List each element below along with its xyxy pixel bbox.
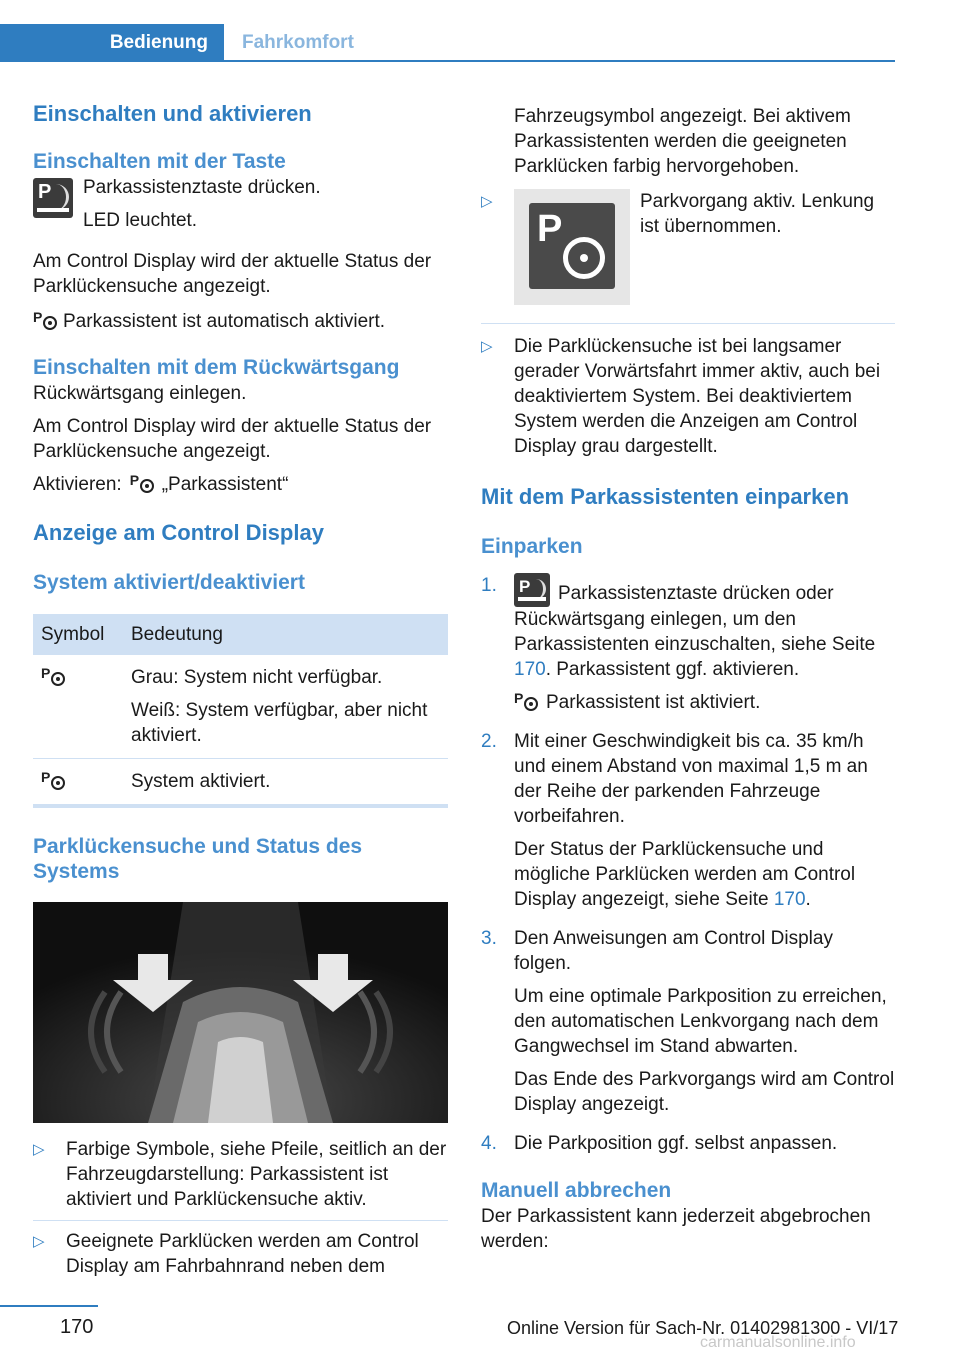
symbol-table: [33, 614, 448, 808]
list-item: [481, 919, 895, 1124]
heading-manuell: Manuell abbrechen: [481, 1179, 672, 1202]
taste-block: [33, 175, 448, 233]
list-item: [481, 566, 895, 722]
heading-einparken: Einparken: [481, 535, 583, 558]
park-assist-button-icon: P: [514, 573, 550, 607]
park-assist-active-icon: P: [514, 692, 540, 714]
auto-text: Parkassistent ist automatisch aktiviert.: [63, 311, 386, 332]
heading-mit-parkassistent: Mit dem Parkassistenten einparken: [481, 484, 850, 509]
rueck-step-2: Am Control Display wird der aktuelle Status der Parklückensuche angezeigt.: [33, 416, 432, 462]
bullet-icon: ▷: [481, 338, 493, 355]
row1-weiss: Weiß: System verfügbar, aber nicht aktiviert.: [131, 700, 428, 746]
car-parking-illustration: [33, 902, 448, 1123]
rueck-step-1: Rückwärtsgang einlegen.: [33, 383, 247, 404]
bullet-list: [33, 1129, 448, 1287]
tab-bedienung[interactable]: Bedienung: [0, 24, 224, 62]
status-text: Am Control Display wird der aktuelle Status der Parklückensuche angezeigt.: [33, 251, 432, 297]
parkvorgang-text: Parkvorgang aktiv. Lenkung ist übernommen.: [640, 191, 875, 237]
taste-step-2: LED leuchtet.: [83, 210, 198, 231]
step-text: Den Anweisungen am Control Display folgen.: [514, 928, 833, 974]
aktivieren-value: „Parkassistent“: [161, 474, 289, 495]
table-header-symbol: Symbol: [33, 614, 123, 655]
cont-text: Fahrzeugsymbol angezeigt. Bei aktivem Parkassistenten werden die geeigneten Parklücken farbig hervorgehoben.: [514, 106, 851, 177]
steps-list: [481, 566, 895, 1163]
list-item: [481, 189, 895, 324]
step-subtext: Das Ende des Parkvorgangs wird am Control Display angezeigt.: [514, 1069, 895, 1115]
aktivieren-row: [33, 472, 448, 497]
watermark: carmanualsonline.info: [700, 1334, 856, 1351]
page-link[interactable]: 170: [514, 659, 546, 680]
park-assist-active-icon: P: [33, 311, 59, 333]
step-number: 2.: [481, 731, 497, 752]
step-text: Die Parkposition ggf. selbst anpassen.: [514, 1133, 838, 1154]
step-text: Parkassistenztaste drücken oder Rückwärtsgang einlegen, um den Parkassistenten einzuschalten, siehe Seite: [514, 583, 876, 655]
table-row: [33, 655, 448, 759]
header-divider: [0, 60, 895, 62]
step-number: 4.: [481, 1133, 497, 1154]
park-assist-inactive-icon: P: [41, 667, 67, 689]
step-number: 1.: [481, 575, 497, 596]
list-item: [481, 1124, 895, 1163]
step-subtext-end: .: [805, 889, 811, 910]
bullet-icon: ▷: [33, 1233, 45, 1250]
auto-row: [33, 309, 448, 334]
step-text: Mit einer Geschwindigkeit bis ca. 35 km/h und einem Abstand von maximal 1,5 m an der Reihe der parkenden Fahrzeuge vorbeifahren.: [514, 731, 868, 827]
left-column: [33, 100, 448, 1287]
step-subtext: Der Status der Parklückensuche und mögliche Parklücken werden am Control Display angezeigt, siehe Seite: [514, 839, 856, 910]
heading-taste: Einschalten mit der Taste: [33, 150, 286, 173]
bullet-text: Geeignete Parklücken werden am Control Display am Fahrbahnrand neben dem: [66, 1231, 419, 1277]
table-row: [33, 759, 448, 807]
row1-grau: Grau: System nicht verfügbar.: [131, 667, 383, 688]
taste-step-1: Parkassistenztaste drücken.: [83, 177, 321, 198]
heading-anzeige: Anzeige am Control Display: [33, 520, 324, 545]
heading-einschalten: Einschalten und aktivieren: [33, 101, 312, 126]
heading-parkluecken: Parklückensuche und Status des Systems: [33, 835, 363, 883]
online-version-text: Online Version für Sach-Nr. 01402981300 - VI/17: [507, 1318, 899, 1338]
page-link[interactable]: 170: [773, 889, 806, 910]
bullet-icon: ▷: [481, 193, 493, 210]
table-header-bedeutung: Bedeutung: [123, 614, 448, 655]
tab-fahrkomfort[interactable]: Fahrkomfort: [242, 32, 354, 53]
step-text-end: . Parkassistent ggf. aktivieren.: [545, 659, 800, 680]
park-assist-button-icon: P: [33, 178, 73, 218]
list-item: [481, 334, 895, 459]
manuell-text: Der Parkassistent kann jederzeit abgebrochen werden:: [481, 1206, 871, 1252]
page-number: 170: [60, 1316, 94, 1338]
langsam-text: Die Parklückensuche ist bei langsamer gerader Vorwärtsfahrt immer aktiv, auch bei deaktiviertem System. Bei deaktiviertem System werden die Anzeigen am Control Display grau dargestellt.: [514, 336, 881, 457]
step-number: 3.: [481, 928, 497, 949]
control-display-image: [33, 902, 448, 1123]
step-subtext: Parkassistent ist aktiviert.: [546, 692, 761, 713]
aktivieren-label: Aktivieren:: [33, 474, 122, 495]
heading-rueckwaerts: Einschalten mit dem Rückwärtsgang: [33, 356, 400, 379]
parking-active-steering-icon: P: [514, 189, 630, 305]
row2-text: System aktiviert.: [123, 759, 448, 807]
park-assist-active-icon: P: [41, 771, 67, 793]
list-item: [33, 1221, 448, 1287]
heading-system: System aktiviert/deaktiviert: [33, 571, 305, 594]
list-item: [33, 1129, 448, 1221]
bullet-text: Farbige Symbole, siehe Pfeile, seitlich an der Fahrzeugdarstellung: Parkassistent ist aktiviert und Parklückensuche aktiv.: [66, 1139, 447, 1210]
footer-divider: [0, 1305, 98, 1307]
park-assist-menu-icon: P: [130, 474, 156, 496]
step-subtext: Um eine optimale Parkposition zu erreichen, den automatischen Lenkvorgang nach dem Gangwechsel im Stand abwarten.: [514, 986, 887, 1057]
right-column: [481, 104, 895, 1254]
page-header: [0, 0, 895, 62]
list-item: [481, 722, 895, 919]
bullet-icon: ▷: [33, 1141, 45, 1158]
